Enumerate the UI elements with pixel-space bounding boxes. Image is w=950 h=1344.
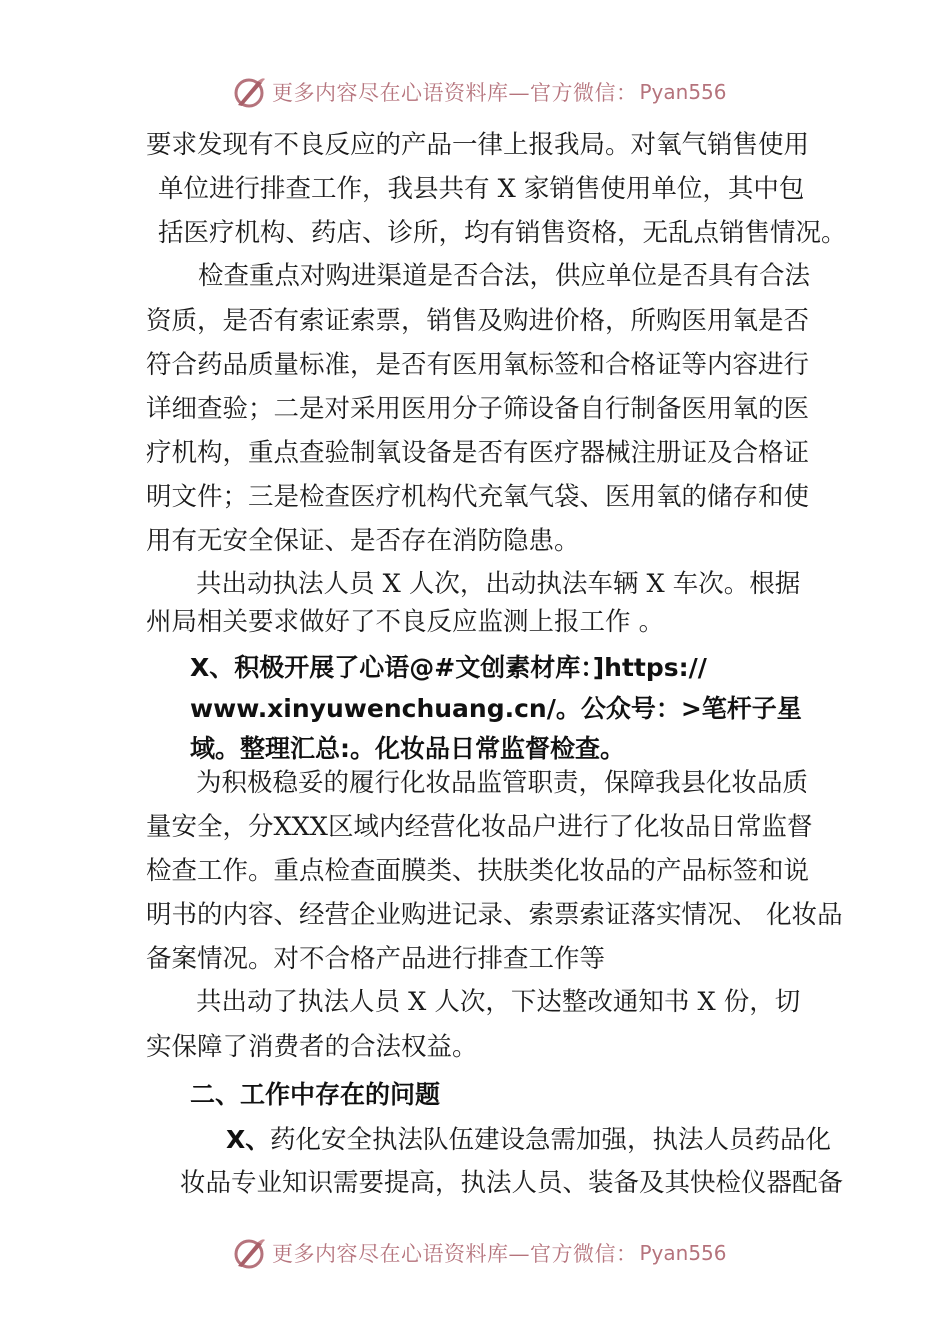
list-marker: X、 <box>226 1125 271 1154</box>
quill-logo-icon <box>232 75 266 109</box>
section-heading: 二、工作中存在的问题 <box>190 1080 441 1109</box>
paragraph-first-line: 药化安全执法队伍建设急需加强，执法人员药品化 <box>270 1125 832 1155</box>
body-line: 实保障了消费者的合法权益。 <box>146 1032 478 1062</box>
body-line: 明文件；三是检查医疗机构代充氧气袋、医用氧的储存和使 <box>146 482 810 512</box>
paragraph-first-line: 检查重点对购进渠道是否合法，供应单位是否具有合法 <box>198 261 811 291</box>
header-banner <box>232 72 727 112</box>
paragraph-first-line: 为积极稳妥的履行化妆品监管职责，保障我县化妆品质 <box>196 768 809 798</box>
body-line: 括医疗机构、药店、诊所，均有销售资格，无乱点销售情况。 <box>158 218 847 248</box>
quill-logo-icon <box>232 1236 266 1270</box>
body-line: 检查工作。重点检查面膜类、扶肤类化妆品的产品标签和说 <box>146 856 810 886</box>
footer-banner <box>232 1233 727 1273</box>
body-line: 州局相关要求做好了不良反应监测上报工作 。 <box>146 607 665 637</box>
section-heading-line: 域。整理汇总:。化妆品日常监督检查。 <box>190 734 625 763</box>
paragraph-first-line: 共出动了执法人员 X 人次，下达整改通知书 X 份，切 <box>196 987 801 1017</box>
body-line: 疗机构，重点查验制氧设备是否有医疗器械注册证及合格证 <box>146 438 810 468</box>
body-line: 用有无安全保证、是否存在消防隐患。 <box>146 526 580 556</box>
section-heading-line: www.xinyuwenchuang.cn/。公众号：>笔杆子星 <box>190 694 802 723</box>
body-line: 单位进行排查工作，我县共有 X 家销售使用单位，其中包 <box>158 174 805 204</box>
body-line: 明书的内容、经营企业购进记录、索票索证落实情况、 化妆品 <box>146 900 843 930</box>
body-line: 资质，是否有索证索票，销售及购进价格，所购医用氧是否 <box>146 306 810 336</box>
section-heading-line: X、积极开展了心语@#文创素材库：]https:// <box>190 653 707 682</box>
banner-text: 更多内容尽在心语资料库—官方微信： <box>272 81 638 105</box>
body-line: 妆品专业知识需要提高，执法人员、装备及其快检仪器配备 <box>180 1168 844 1198</box>
banner-text: 更多内容尽在心语资料库—官方微信： <box>272 1242 638 1266</box>
banner-wechat-id: Pyan556 <box>639 80 727 104</box>
paragraph-first-line: 共出动执法人员 X 人次，出动执法车辆 X 车次。根据 <box>196 569 801 599</box>
body-line: 符合药品质量标准，是否有医用氧标签和合格证等内容进行 <box>146 350 810 380</box>
body-line: 要求发现有不良反应的产品一律上报我局。对氧气销售使用 <box>146 130 810 160</box>
banner-wechat-id: Pyan556 <box>639 1241 727 1265</box>
body-line: 量安全，分XXX区域内经营化妆品户进行了化妆品日常监督 <box>146 812 813 842</box>
body-line: 详细查验；二是对采用医用分子筛设备自行制备医用氧的医 <box>146 394 810 424</box>
body-line: 备案情况。对不合格产品进行排查工作等 <box>146 944 606 974</box>
